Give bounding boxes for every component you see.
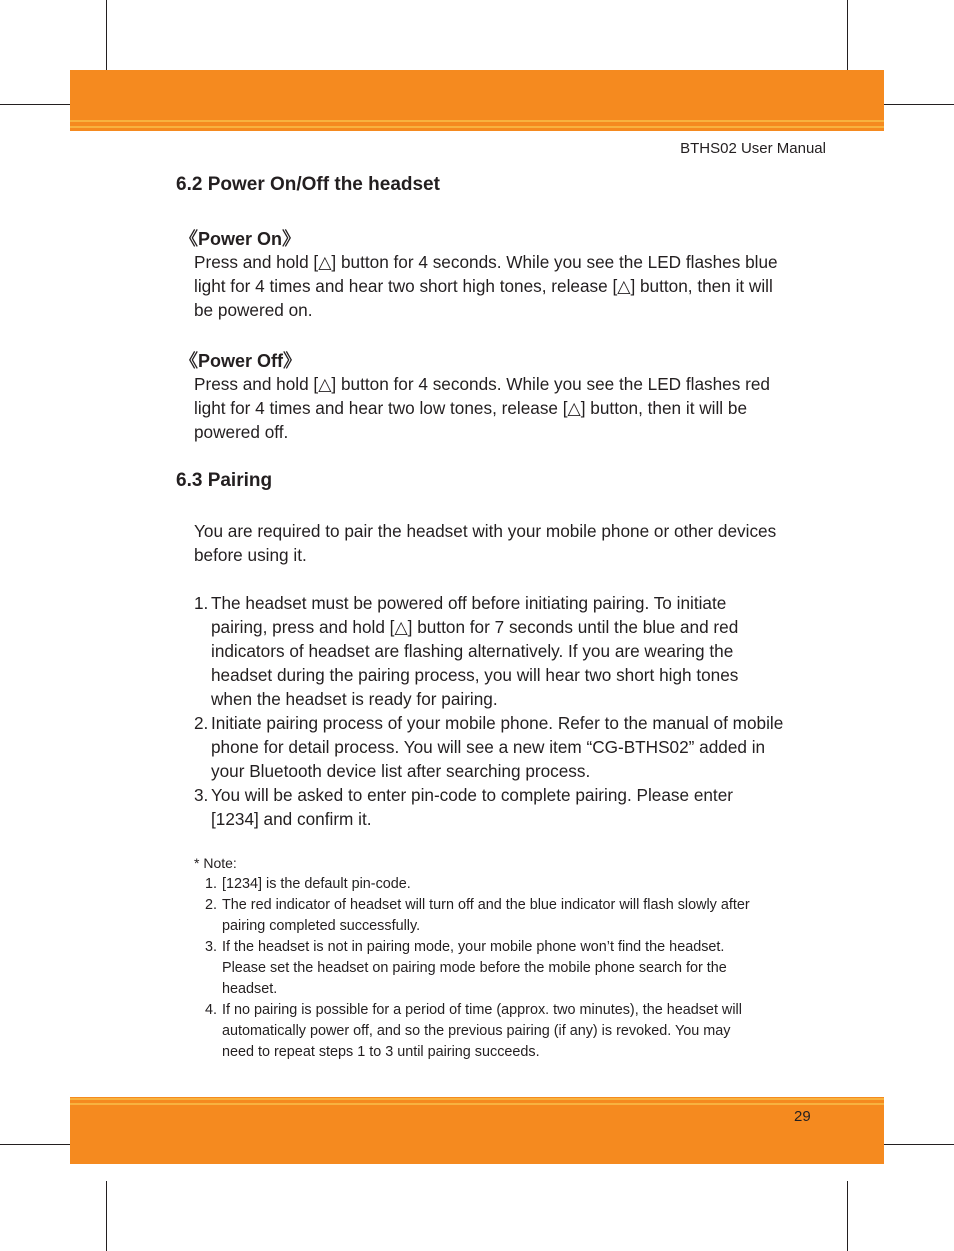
header-band (70, 70, 884, 131)
footer-stripe (70, 1098, 884, 1100)
step-text: The headset must be powered off before initiating pairing. To initiate pairing, press and hold [△] button for 7 seconds until the blue and red indicators of headset are flashing alternatively. If you are wearing the headset during the pairing process, you will hear two short high tones when the headset is ready for pairing. (211, 593, 739, 709)
note-number: 2. (205, 897, 218, 913)
list-item (205, 895, 765, 937)
list-item (194, 783, 784, 831)
list-item (194, 711, 784, 783)
manual-title: BTHS02 User Manual (680, 140, 826, 157)
note-text: If the headset is not in pairing mode, your mobile phone won’t find the headset. Please set the headset on pairing mode before the mobile phone search for the headset. (222, 939, 727, 997)
list-item (205, 874, 765, 895)
crop-mark (0, 104, 70, 105)
power-off-heading: 《Power Off》 (180, 351, 302, 371)
page-number: 29 (794, 1108, 811, 1125)
pairing-steps (194, 591, 784, 831)
step-text: Initiate pairing process of your mobile phone. Refer to the manual of mobile phone for detail process. You will see a new item “CG-BTHS02” added in your Bluetooth device list after searching process. (211, 713, 784, 781)
power-on-text: Press and hold [△] button for 4 seconds. While you see the LED flashes blue light for 4 times and hear two short high tones, release [△] button, then it will be powered on. (194, 252, 778, 320)
section-heading-power: 6.2 Power On/Off the headset (176, 174, 440, 195)
crop-mark (884, 104, 954, 105)
note-title: * Note: (194, 855, 237, 871)
notes-list (205, 874, 765, 1063)
power-on-heading: 《Power On》 (180, 229, 301, 249)
crop-mark (106, 1181, 107, 1251)
footer-band (70, 1097, 884, 1164)
step-number: 3. (194, 785, 209, 805)
crop-mark (847, 0, 848, 70)
footer-stripe (70, 1103, 884, 1105)
note-text: The red indicator of headset will turn off and the blue indicator will flash slowly after pairing completed successfully. (222, 897, 750, 934)
crop-mark (884, 1144, 954, 1145)
crop-mark (106, 0, 107, 70)
crop-mark (847, 1181, 848, 1251)
note-number: 4. (205, 1002, 218, 1018)
list-item (205, 937, 765, 1000)
header-stripe (70, 120, 884, 122)
note-text: If no pairing is possible for a period of time (approx. two minutes), the headset will automatically power off, and so the previous pairing (if any) is revoked. You may need to repeat steps 1 to 3 until pairing succeeds. (222, 1002, 742, 1060)
note-text: [1234] is the default pin-code. (222, 876, 411, 892)
step-number: 2. (194, 713, 209, 733)
note-number: 3. (205, 939, 218, 955)
header-stripe (70, 126, 884, 128)
section-heading-pairing: 6.3 Pairing (176, 470, 273, 491)
pairing-intro: You are required to pair the headset with your mobile phone or other devices before using it. (194, 521, 777, 565)
list-item (205, 1000, 765, 1063)
crop-mark (0, 1144, 70, 1145)
power-off-text: Press and hold [△] button for 4 seconds. While you see the LED flashes red light for 4 times and hear two low tones, release [△] button, then it will be powered off. (194, 374, 770, 442)
list-item (194, 591, 784, 711)
step-text: You will be asked to enter pin-code to complete pairing. Please enter [1234] and confirm it. (211, 785, 733, 829)
step-number: 1. (194, 593, 209, 613)
note-number: 1. (205, 876, 218, 892)
